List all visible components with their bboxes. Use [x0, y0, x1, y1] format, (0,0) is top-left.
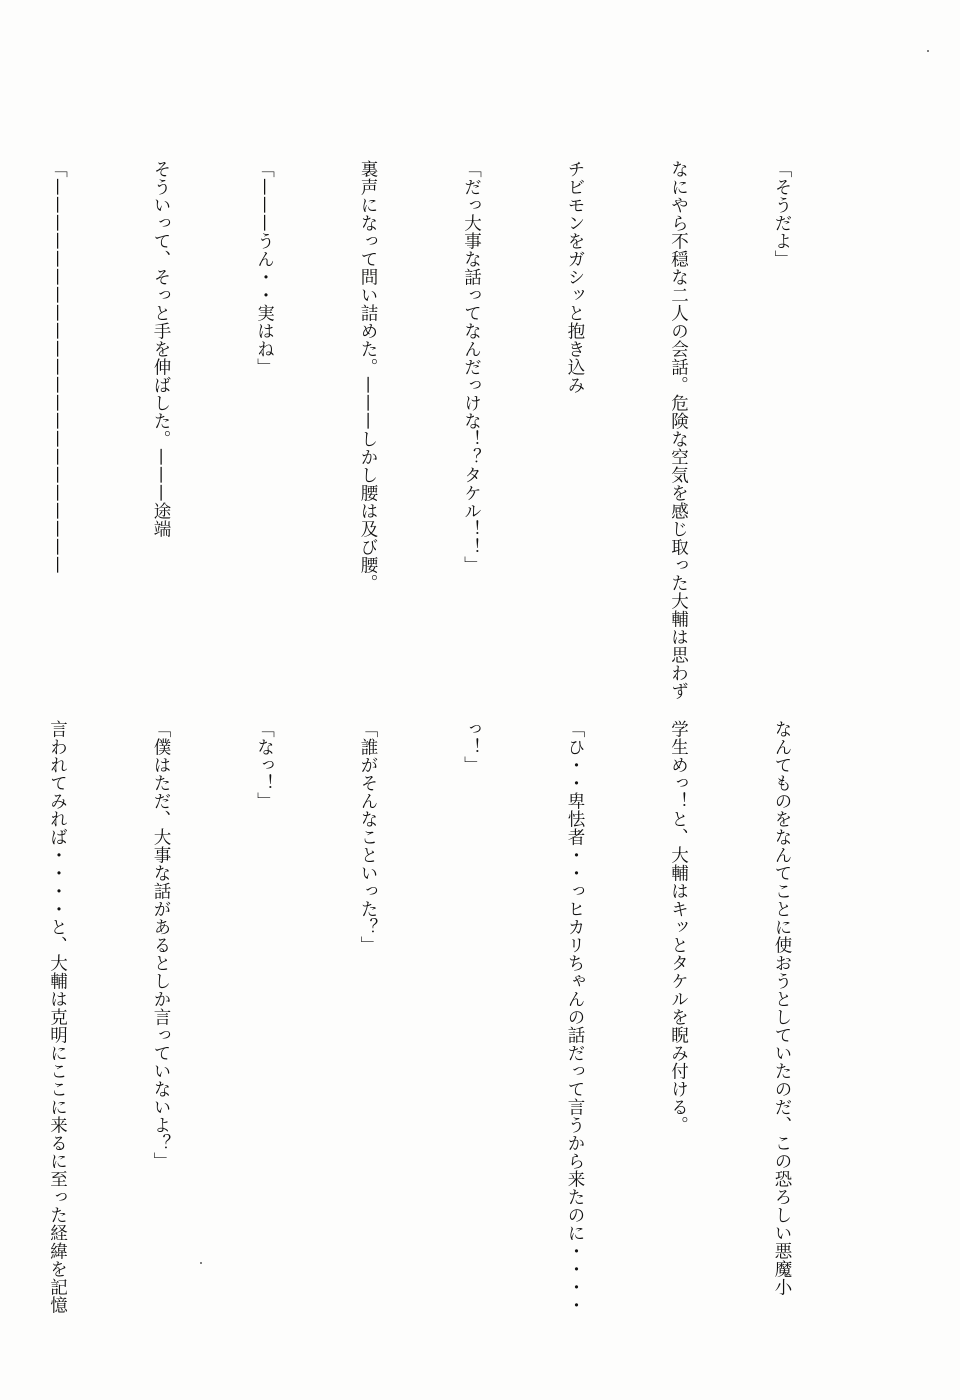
text-line: 「そうだよ」 [772, 160, 792, 268]
text-line: 「—————————————————————— [47, 160, 68, 574]
bottom-text-section [47, 720, 868, 1314]
text-line: 「誰がそんなこといった？」 [358, 720, 378, 954]
text-line: 学生めっ！と、大輔はキッとタケルを睨み付ける。 [668, 720, 689, 1134]
top-text-section [47, 160, 868, 700]
text-line: 「だっ大事な話ってなんだっけな！？タケル！！」 [461, 160, 482, 574]
text-line: そういって、そっと手を伸ばした。———途端 [151, 160, 171, 538]
scan-speck [200, 1262, 202, 1264]
text-line: 「なっ！」 [254, 720, 275, 810]
text-line: 「ひ・・卑怯者・・っヒカリちゃんの話だって言うから来たのに・・・・ [565, 720, 585, 1314]
text-line: 裏声になって問い詰めた。———しかし腰は及び腰。 [358, 160, 378, 592]
text-line: 「僕はただ、大事な話があるとしか言っていないよ？」 [151, 720, 171, 1170]
text-line: チビモンをガシッと抱き込み [565, 160, 585, 394]
text-line: 「———うん・・実はね」 [254, 160, 275, 376]
text-line: なんてものをなんてことに使おうとしていたのだ、この恐ろしい悪魔小 [772, 720, 792, 1296]
text-line: 言われてみれば・・・・と、大輔は克明にここに来るに至った経緯を記憶 [47, 720, 68, 1314]
text-line: なにやら不穏な二人の会話。危険な空気を感じ取った大輔は思わず [668, 160, 689, 700]
text-line: っ！」 [461, 720, 482, 774]
scan-speck [927, 50, 929, 52]
